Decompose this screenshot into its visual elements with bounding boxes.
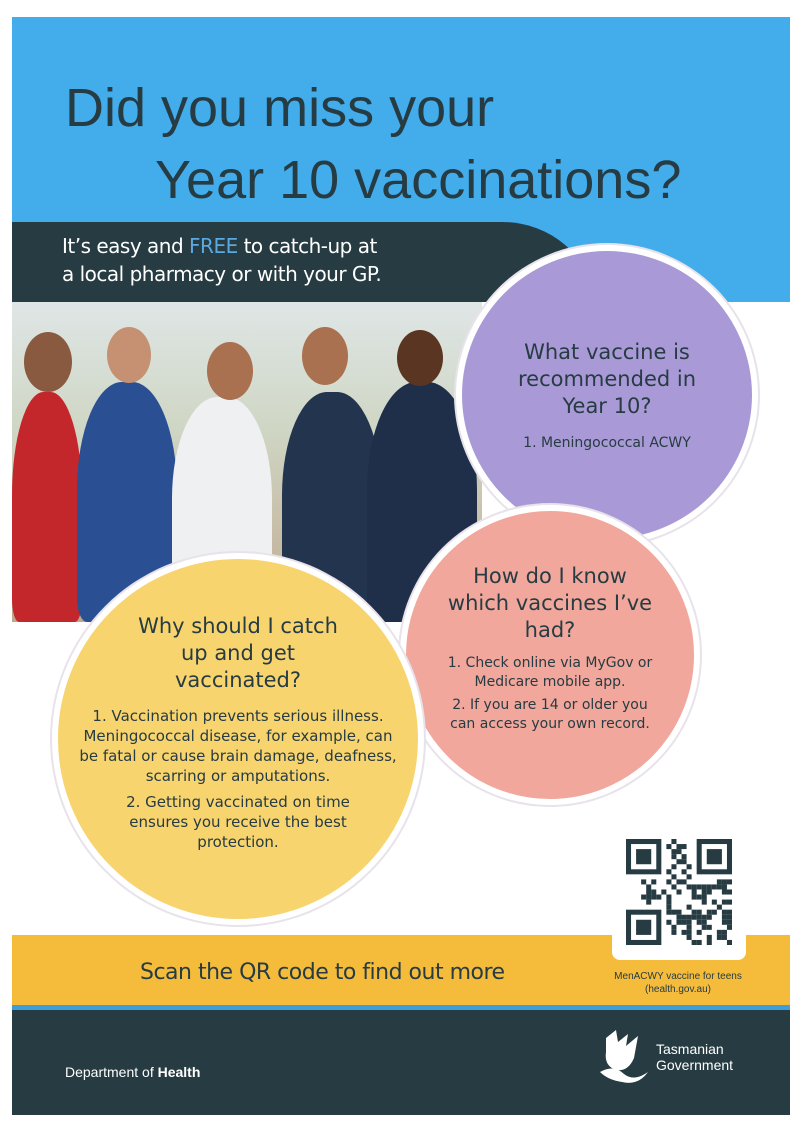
qr-code-icon: [626, 836, 732, 948]
subheading-text: a local pharmacy or with your GP.: [62, 262, 382, 286]
title-line-2: Year 10 vaccinations?: [155, 150, 682, 210]
subheading-text: It’s easy and: [62, 234, 190, 258]
qr-caption-link[interactable]: (health.gov.au): [645, 984, 711, 995]
tasmanian-devil-icon: [598, 1028, 650, 1086]
scan-text: Scan the QR code to find out more: [140, 960, 505, 985]
free-highlight: FREE: [189, 234, 238, 258]
dept-text-bold: Health: [157, 1064, 201, 1080]
circle-item: 1. Vaccination prevents serious illness. Meningococcal disease, for example, can be fatal or cause brain damage, deafness, scarring or amputations.: [79, 707, 397, 785]
circle-item: 1. Meningococcal ACWY: [523, 435, 691, 451]
circle-title: Why should I catch up and get vaccinated?: [138, 614, 338, 692]
circle-item: 1. Check online via MyGov or Medicare mobile app.: [447, 655, 653, 690]
qr-caption: [598, 970, 758, 996]
subheading: [62, 232, 582, 288]
title-line-1: Did you miss your: [65, 78, 495, 138]
yellow-info-circle: [52, 553, 424, 925]
circle-title: What vaccine is recommended in Year 10?: [517, 340, 697, 418]
qr-caption-line: MenACWY vaccine for teens: [614, 971, 742, 982]
circle-title: How do I know which vaccines I’ve had?: [447, 564, 653, 642]
circle-item: 2. If you are 14 or older you can access your own record.: [450, 697, 650, 732]
purple-info-circle: [456, 245, 758, 545]
subheading-text: to catch-up at: [237, 234, 377, 258]
department-of-health-logo: [65, 1064, 200, 1080]
tasmanian-government-logo: [598, 1028, 733, 1086]
circle-item: 2. Getting vaccinated on time ensures you receive the best protection.: [126, 793, 350, 851]
pink-info-circle: [400, 505, 700, 805]
gov-text: Tasmanian: [656, 1041, 724, 1057]
page-title: [65, 72, 790, 216]
gov-text: Government: [656, 1057, 734, 1073]
qr-code[interactable]: [612, 828, 746, 960]
dept-text: Department of: [65, 1064, 158, 1080]
